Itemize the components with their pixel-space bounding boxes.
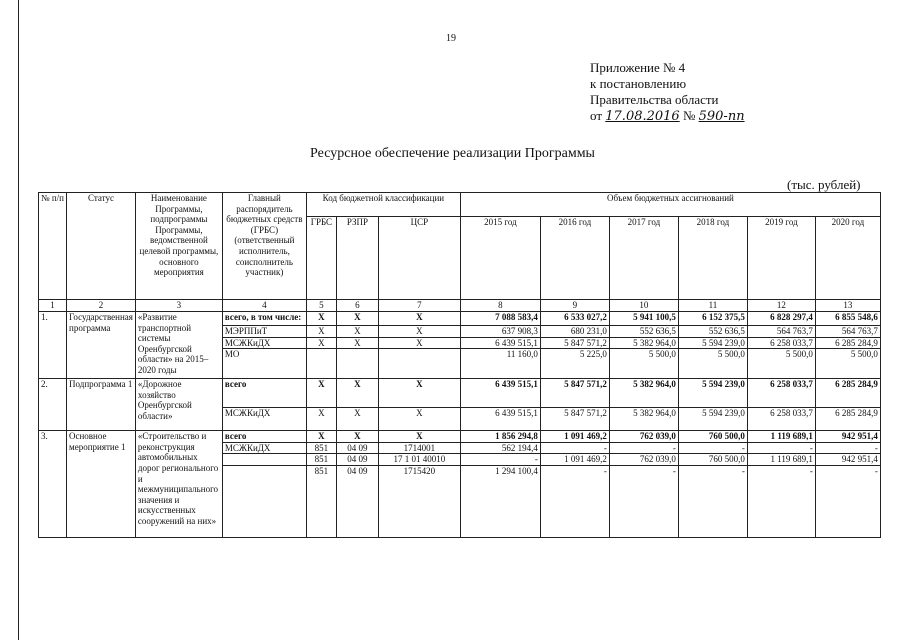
col-number: 3	[135, 300, 222, 312]
row-value: -	[540, 442, 609, 454]
header-num: № п/п	[39, 193, 67, 300]
col-number: 10	[609, 300, 678, 312]
col-number: 1	[39, 300, 67, 312]
units-label: (тыс. рублей)	[787, 177, 861, 192]
row-grbs: всего	[222, 379, 306, 408]
column-number-row	[39, 300, 881, 312]
row-grbs: МСЖКиДХ	[222, 408, 306, 431]
row-csr: Х	[378, 431, 460, 443]
row-value: 762 039,0	[609, 454, 678, 466]
col-number: 13	[815, 300, 880, 312]
row-value: 6 258 033,7	[747, 337, 815, 349]
row-value: 1 091 469,2	[540, 431, 609, 443]
row-number: 3.	[39, 431, 67, 538]
row-value: 6 258 033,7	[747, 408, 815, 431]
row-grbs: всего	[222, 431, 306, 443]
row-value: 5 847 571,2	[540, 337, 609, 349]
row-rzpr	[336, 349, 378, 379]
row-value: 11 160,0	[460, 349, 540, 379]
row-value: -	[815, 442, 880, 454]
row-csr: Х	[378, 312, 460, 326]
row-value: 942 951,4	[815, 431, 880, 443]
col-number: 2	[67, 300, 136, 312]
resource-table	[38, 192, 881, 538]
row-value: 5 500,0	[815, 349, 880, 379]
appendix-number: 590-пп	[698, 109, 745, 124]
row-value: 6 439 515,1	[460, 408, 540, 431]
row-csr: 1715420	[378, 465, 460, 537]
header-grbs: Главный распорядитель бюджетных средств (ГРБС) (ответственный исполнитель, соисполнитель участник)	[222, 193, 306, 300]
row-grbs: МО	[222, 349, 306, 379]
row-value: 5 382 964,0	[609, 337, 678, 349]
row-value: -	[609, 442, 678, 454]
row-value: 5 500,0	[747, 349, 815, 379]
row-value: 760 500,0	[678, 431, 747, 443]
row-code-grbs: 851	[306, 465, 336, 537]
row-program-name: «Строительство и реконструкция автомобильных дорог регионального и межмуниципального значения и искусственных сооружений на них»	[135, 431, 222, 538]
row-rzpr: Х	[336, 408, 378, 431]
row-csr: 17 1 01 40010	[378, 454, 460, 466]
header-grbs-col: ГРБС	[306, 217, 336, 300]
row-value: -	[747, 442, 815, 454]
row-value: 6 285 284,9	[815, 408, 880, 431]
row-value: -	[678, 465, 747, 537]
appendix-line-1: Приложение № 4	[590, 60, 686, 75]
row-value: 6 828 297,4	[747, 312, 815, 326]
row-value: 564 763,7	[747, 326, 815, 338]
row-value: 6 152 375,5	[678, 312, 747, 326]
row-program-name: «Дорожное хозяйство Оренбургской области»	[135, 379, 222, 431]
row-csr: 1714001	[378, 442, 460, 454]
header-code: Код бюджетной классификации	[306, 193, 460, 217]
row-csr	[378, 349, 460, 379]
row-code-grbs: Х	[306, 312, 336, 326]
row-value: 6 285 284,9	[815, 337, 880, 349]
appendix-date: 17.08.2016	[605, 109, 680, 124]
row-code-grbs: Х	[306, 408, 336, 431]
header-name: Наименование Программы, подпрограммы Программы, ведомственной целевой программы, основного мероприятия	[135, 193, 222, 300]
row-value: -	[678, 442, 747, 454]
row-value: 5 941 100,5	[609, 312, 678, 326]
appendix-from: от	[590, 108, 603, 123]
row-value: 5 847 571,2	[540, 408, 609, 431]
row-value: 5 382 964,0	[609, 408, 678, 431]
row-value: 5 594 239,0	[678, 379, 747, 408]
row-rzpr: Х	[336, 326, 378, 338]
row-csr: Х	[378, 337, 460, 349]
row-grbs	[222, 465, 306, 537]
row-value: 5 225,0	[540, 349, 609, 379]
row-rzpr: Х	[336, 312, 378, 326]
page-number: 19	[446, 33, 456, 44]
row-value: 6 439 515,1	[460, 337, 540, 349]
row-status: Подпрограмма 1	[67, 379, 136, 431]
appendix-line-3: Правительства области	[590, 92, 719, 107]
col-number: 7	[378, 300, 460, 312]
row-status: Основное мероприятие 1	[67, 431, 136, 538]
appendix-line-2: к постановлению	[590, 76, 687, 91]
row-value: 6 855 548,6	[815, 312, 880, 326]
row-value: 680 231,0	[540, 326, 609, 338]
row-rzpr: 04 09	[336, 465, 378, 537]
row-value: 5 594 239,0	[678, 408, 747, 431]
row-csr: Х	[378, 379, 460, 408]
row-value: 6 285 284,9	[815, 379, 880, 408]
row-value: 7 088 583,4	[460, 312, 540, 326]
row-value: 564 763,7	[815, 326, 880, 338]
row-value: 760 500,0	[678, 454, 747, 466]
col-number: 8	[460, 300, 540, 312]
row-code-grbs: Х	[306, 326, 336, 338]
row-value: -	[540, 465, 609, 537]
row-rzpr: 04 09	[336, 442, 378, 454]
row-value: 552 636,5	[609, 326, 678, 338]
header-year-2019: 2019 год	[747, 217, 815, 300]
row-value: 552 636,5	[678, 326, 747, 338]
row-grbs: МСЖКиДХ	[222, 337, 306, 349]
row-grbs	[222, 454, 306, 466]
header-year-2018: 2018 год	[678, 217, 747, 300]
header-year-2015: 2015 год	[460, 217, 540, 300]
col-number: 5	[306, 300, 336, 312]
row-code-grbs: 851	[306, 454, 336, 466]
row-value: 1 294 100,4	[460, 465, 540, 537]
row-value: 5 594 239,0	[678, 337, 747, 349]
table-row	[39, 312, 881, 326]
row-value: 6 439 515,1	[460, 379, 540, 408]
row-grbs: МЭРППиТ	[222, 326, 306, 338]
col-number: 12	[747, 300, 815, 312]
col-number: 9	[540, 300, 609, 312]
row-rzpr: Х	[336, 379, 378, 408]
row-grbs: МСЖКиДХ	[222, 442, 306, 454]
header-status: Статус	[67, 193, 136, 300]
row-value: 1 119 689,1	[747, 454, 815, 466]
row-rzpr: Х	[336, 337, 378, 349]
row-value: -	[609, 465, 678, 537]
row-value: 6 533 027,2	[540, 312, 609, 326]
appendix-block	[590, 60, 745, 125]
header-csr: ЦСР	[378, 217, 460, 300]
row-code-grbs	[306, 349, 336, 379]
row-code-grbs: Х	[306, 431, 336, 443]
row-value: 562 194,4	[460, 442, 540, 454]
row-csr: Х	[378, 408, 460, 431]
col-number: 4	[222, 300, 306, 312]
row-value: 5 847 571,2	[540, 379, 609, 408]
row-value: 5 500,0	[609, 349, 678, 379]
row-value: 5 382 964,0	[609, 379, 678, 408]
col-number: 6	[336, 300, 378, 312]
row-value: 637 908,3	[460, 326, 540, 338]
header-volume: Объем бюджетных ассигнований	[460, 193, 880, 217]
header-year-2017: 2017 год	[609, 217, 678, 300]
row-code-grbs: 851	[306, 442, 336, 454]
row-code-grbs: Х	[306, 337, 336, 349]
row-grbs: всего, в том числе:	[222, 312, 306, 326]
row-value: 1 856 294,8	[460, 431, 540, 443]
col-number: 11	[678, 300, 747, 312]
row-rzpr: Х	[336, 431, 378, 443]
header-rzpr: РЗПР	[336, 217, 378, 300]
row-value: -	[815, 465, 880, 537]
row-number: 2.	[39, 379, 67, 431]
row-value: 1 091 469,2	[540, 454, 609, 466]
appendix-num-sign: №	[682, 108, 696, 123]
row-program-name: «Развитие транспортной системы Оренбургской области» на 2015–2020 годы	[135, 312, 222, 379]
row-csr: Х	[378, 326, 460, 338]
row-value: 762 039,0	[609, 431, 678, 443]
row-value: -	[460, 454, 540, 466]
row-value: 942 951,4	[815, 454, 880, 466]
row-value: -	[747, 465, 815, 537]
document-title: Ресурсное обеспечение реализации Программы	[310, 146, 595, 161]
header-year-2016: 2016 год	[540, 217, 609, 300]
table-row	[39, 379, 881, 408]
row-status: Государственная программа	[67, 312, 136, 379]
row-value: 5 500,0	[678, 349, 747, 379]
row-number: 1.	[39, 312, 67, 379]
page-left-border	[18, 0, 19, 640]
appendix-date-line	[590, 108, 745, 125]
table-row	[39, 431, 881, 443]
row-code-grbs: Х	[306, 379, 336, 408]
header-year-2020: 2020 год	[815, 217, 880, 300]
row-value: 6 258 033,7	[747, 379, 815, 408]
row-rzpr: 04 09	[336, 454, 378, 466]
row-value: 1 119 689,1	[747, 431, 815, 443]
